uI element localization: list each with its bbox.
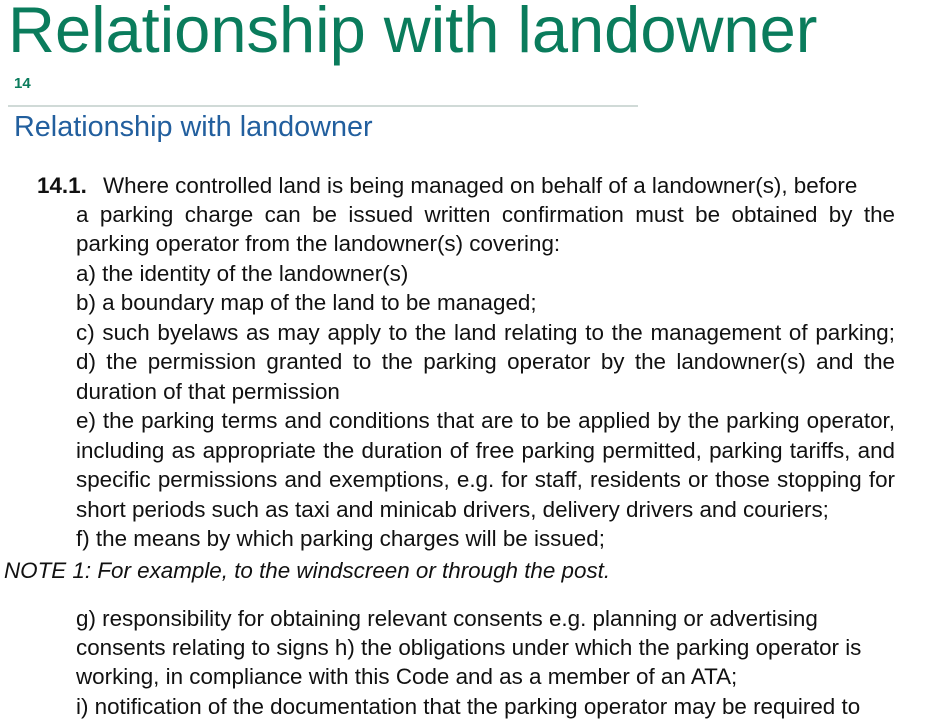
clause-intro-line-3: parking operator from the landowner(s) covering: — [76, 231, 561, 256]
item-e-line-1: e) the parking terms and conditions that are to be applied by the parking operator, — [76, 408, 895, 433]
item-a: a) the identity of the landowner(s) — [76, 260, 409, 286]
section-heading: Relationship with landowner — [14, 111, 373, 143]
item-b: b) a boundary map of the land to be managed; — [76, 290, 537, 315]
note-text: NOTE 1: For example, to the windscreen or through the post. — [4, 557, 611, 583]
clause-intro-line-2: a parking charge can be issued written confirmation must be obtained by the — [76, 201, 895, 227]
item-h-line-2: working, in compliance with this Code and as a member of an ATA; — [76, 664, 738, 690]
item-d-line-2: duration of that permission — [76, 378, 340, 404]
section-divider — [8, 105, 638, 107]
page-title: Relationship with landowner — [8, 0, 818, 66]
item-e-line-3: specific permissions and exemptions, e.g. for staff, residents or those stopping for — [76, 467, 895, 492]
clause-14-1-body — [76, 200, 895, 554]
item-c: c) such byelaws as may apply to the land relating to the management of parking; — [76, 319, 895, 345]
item-e-line-2: including as appropriate the duration of free parking permitted, parking tariffs, and — [76, 437, 895, 463]
section-number: 14 — [14, 75, 31, 92]
item-g-line-1: g) responsibility for obtaining relevant consents e.g. planning or advertising — [76, 605, 818, 631]
clause-intro-line-1: Where controlled land is being managed on behalf of a landowner(s), before — [103, 172, 858, 198]
item-f: f) the means by which parking charges will be issued; — [76, 526, 605, 551]
item-e-line-4: short periods such as taxi and minicab drivers, delivery drivers and couriers; — [76, 496, 829, 522]
clause-14-1-continuation — [76, 604, 861, 722]
item-i-line-1: i) notification of the documentation that the parking operator may be required to — [76, 693, 861, 719]
item-d-line-1: d) the permission granted to the parking operator by the landowner(s) and the — [76, 349, 895, 374]
clause-number: 14.1. — [37, 172, 87, 198]
item-g-h-line: consents relating to signs h) the obligations under which the parking operator is — [76, 634, 862, 660]
